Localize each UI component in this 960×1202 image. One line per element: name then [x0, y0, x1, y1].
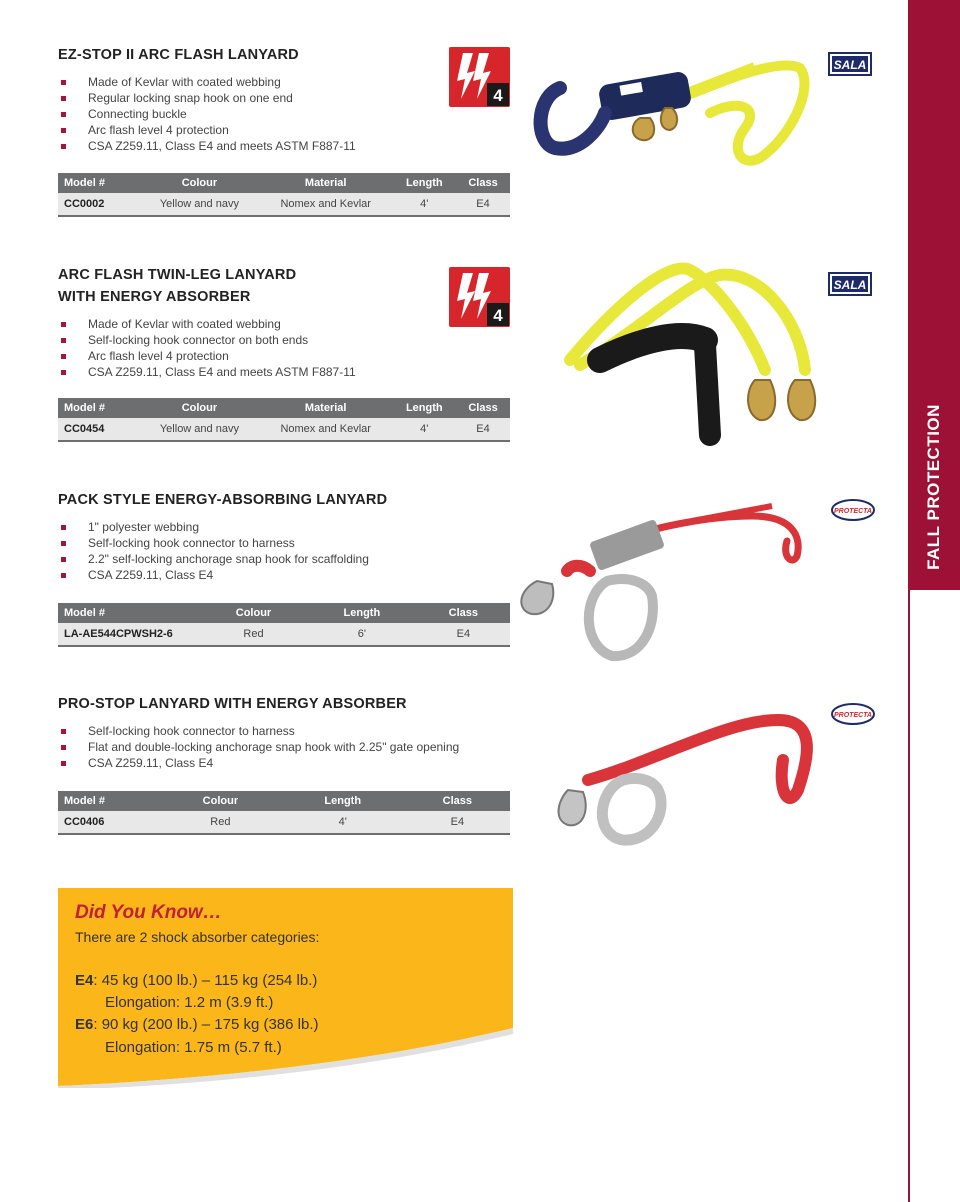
feature-item: Arc flash level 4 protection [58, 122, 510, 138]
column-header: Length [307, 603, 417, 623]
e6-label: E6 [75, 1016, 94, 1033]
model-number: CC0002 [58, 193, 140, 216]
feature-list [58, 519, 510, 583]
column-header: Length [393, 398, 456, 418]
column-header: Colour [140, 173, 259, 193]
column-header: Colour [160, 791, 281, 811]
column-header: Length [393, 173, 456, 193]
model-number: CC0454 [58, 418, 140, 441]
feature-item: Regular locking snap hook on one end [58, 90, 510, 106]
table-header-row [58, 398, 510, 418]
column-header: Colour [140, 398, 259, 418]
column-header: Class [456, 173, 510, 193]
protecta-logo [830, 702, 876, 726]
feature-item: 2.2" self-locking anchorage snap hook for scaffolding [58, 551, 510, 567]
feature-item: Self-locking hook connector to harness [58, 535, 510, 551]
table-row [58, 193, 510, 216]
section-sidebar [908, 0, 960, 1202]
product-title: PACK STYLE ENERGY-ABSORBING LANYARD [58, 492, 388, 508]
svg-text:4: 4 [493, 306, 503, 325]
column-header: Class [456, 398, 510, 418]
feature-item: Made of Kevlar with coated webbing [58, 74, 510, 90]
product-title: EZ-STOP II ARC FLASH LANYARD [58, 47, 299, 63]
feature-item: Arc flash level 4 protection [58, 348, 510, 364]
table-header-row [58, 603, 510, 623]
table-cell: Yellow and navy [140, 418, 259, 441]
feature-item: CSA Z259.11, Class E4 [58, 567, 510, 583]
model-number: CC0406 [58, 811, 160, 834]
product-pro-stop [58, 693, 510, 771]
feature-item: Connecting buckle [58, 106, 510, 122]
column-header: Model # [58, 791, 160, 811]
column-header: Class [417, 603, 510, 623]
feature-item: Made of Kevlar with coated webbing [58, 316, 510, 332]
table-cell: 4' [281, 811, 405, 834]
table-row [58, 811, 510, 834]
table-cell: E4 [456, 418, 510, 441]
table-row [58, 418, 510, 441]
column-header: Colour [200, 603, 307, 623]
spec-table [58, 398, 510, 442]
e4-label: E4 [75, 972, 94, 989]
table-cell: E4 [417, 623, 510, 646]
column-header: Material [259, 398, 393, 418]
column-header: Model # [58, 173, 140, 193]
pro-stop-lanyard-photo [528, 700, 828, 850]
sidebar-rule [908, 590, 960, 1202]
pack-style-lanyard-photo [512, 496, 822, 666]
feature-item: Self-locking hook connector on both ends [58, 332, 510, 348]
svg-text:PROTECTA: PROTECTA [834, 712, 872, 719]
column-header: Model # [58, 603, 200, 623]
sala-logo [828, 52, 872, 76]
did-you-know-box [58, 888, 513, 1088]
table-row [58, 623, 510, 646]
feature-item: CSA Z259.11, Class E4 and meets ASTM F887-11 [58, 138, 510, 154]
e4-range [75, 972, 317, 989]
table-cell: Red [160, 811, 281, 834]
product-title: PRO-STOP LANYARD WITH ENERGY ABSORBER [58, 696, 407, 712]
feature-item: 1" polyester webbing [58, 519, 510, 535]
product-title: ARC FLASH TWIN-LEG LANYARD WITH ENERGY ABSORBER [58, 267, 297, 305]
feature-list [58, 316, 510, 380]
model-number: LA-AE544CPWSH2-6 [58, 623, 200, 646]
feature-item: Self-locking hook connector to harness [58, 723, 510, 739]
table-cell: 4' [393, 418, 456, 441]
feature-list [58, 723, 510, 771]
table-cell: 4' [393, 193, 456, 216]
e6-elongation: Elongation: 1.75 m (5.7 ft.) [105, 1039, 282, 1056]
product-ez-stop [58, 44, 510, 154]
column-header: Model # [58, 398, 140, 418]
ez-stop-lanyard-photo [530, 58, 830, 208]
did-you-know-title: Did You Know… [75, 902, 222, 923]
twin-leg-lanyard-photo [560, 260, 830, 450]
feature-item: Flat and double-locking anchorage snap hook with 2.25" gate opening [58, 739, 510, 755]
arc-flash-icon [449, 267, 510, 327]
table-cell: 6' [307, 623, 417, 646]
did-you-know-intro: There are 2 shock absorber categories: [75, 929, 320, 945]
table-cell: Nomex and Kevlar [259, 193, 393, 216]
product-pack-style [58, 489, 510, 583]
feature-item: CSA Z259.11, Class E4 and meets ASTM F887-11 [58, 364, 510, 380]
e4-range-text: : 45 kg (100 lb.) – 115 kg (254 lb.) [93, 972, 318, 989]
arc-flash-icon [449, 47, 510, 107]
column-header: Length [281, 791, 405, 811]
svg-text:4: 4 [493, 86, 503, 105]
product-twin-leg [58, 264, 510, 380]
e4-elongation: Elongation: 1.2 m (3.9 ft.) [105, 994, 274, 1011]
sidebar-label: FALL PROTECTION [924, 404, 943, 570]
spec-table [58, 791, 510, 835]
table-cell: Nomex and Kevlar [259, 418, 393, 441]
svg-text:PROTECTA: PROTECTA [834, 508, 872, 515]
e6-range-text: : 90 kg (200 lb.) – 175 kg (386 lb.) [93, 1016, 319, 1033]
svg-text:SALA: SALA [833, 58, 867, 72]
svg-text:SALA: SALA [833, 278, 867, 292]
table-cell: E4 [456, 193, 510, 216]
column-header: Class [405, 791, 510, 811]
sala-logo [828, 272, 872, 296]
column-header: Material [259, 173, 393, 193]
table-cell: Red [200, 623, 307, 646]
table-cell: Yellow and navy [140, 193, 259, 216]
e6-range [75, 1016, 319, 1033]
table-cell: E4 [405, 811, 510, 834]
feature-list [58, 74, 510, 154]
protecta-logo [830, 498, 876, 522]
feature-item: CSA Z259.11, Class E4 [58, 755, 510, 771]
spec-table [58, 603, 510, 647]
table-header-row [58, 791, 510, 811]
spec-table [58, 173, 510, 217]
table-header-row [58, 173, 510, 193]
